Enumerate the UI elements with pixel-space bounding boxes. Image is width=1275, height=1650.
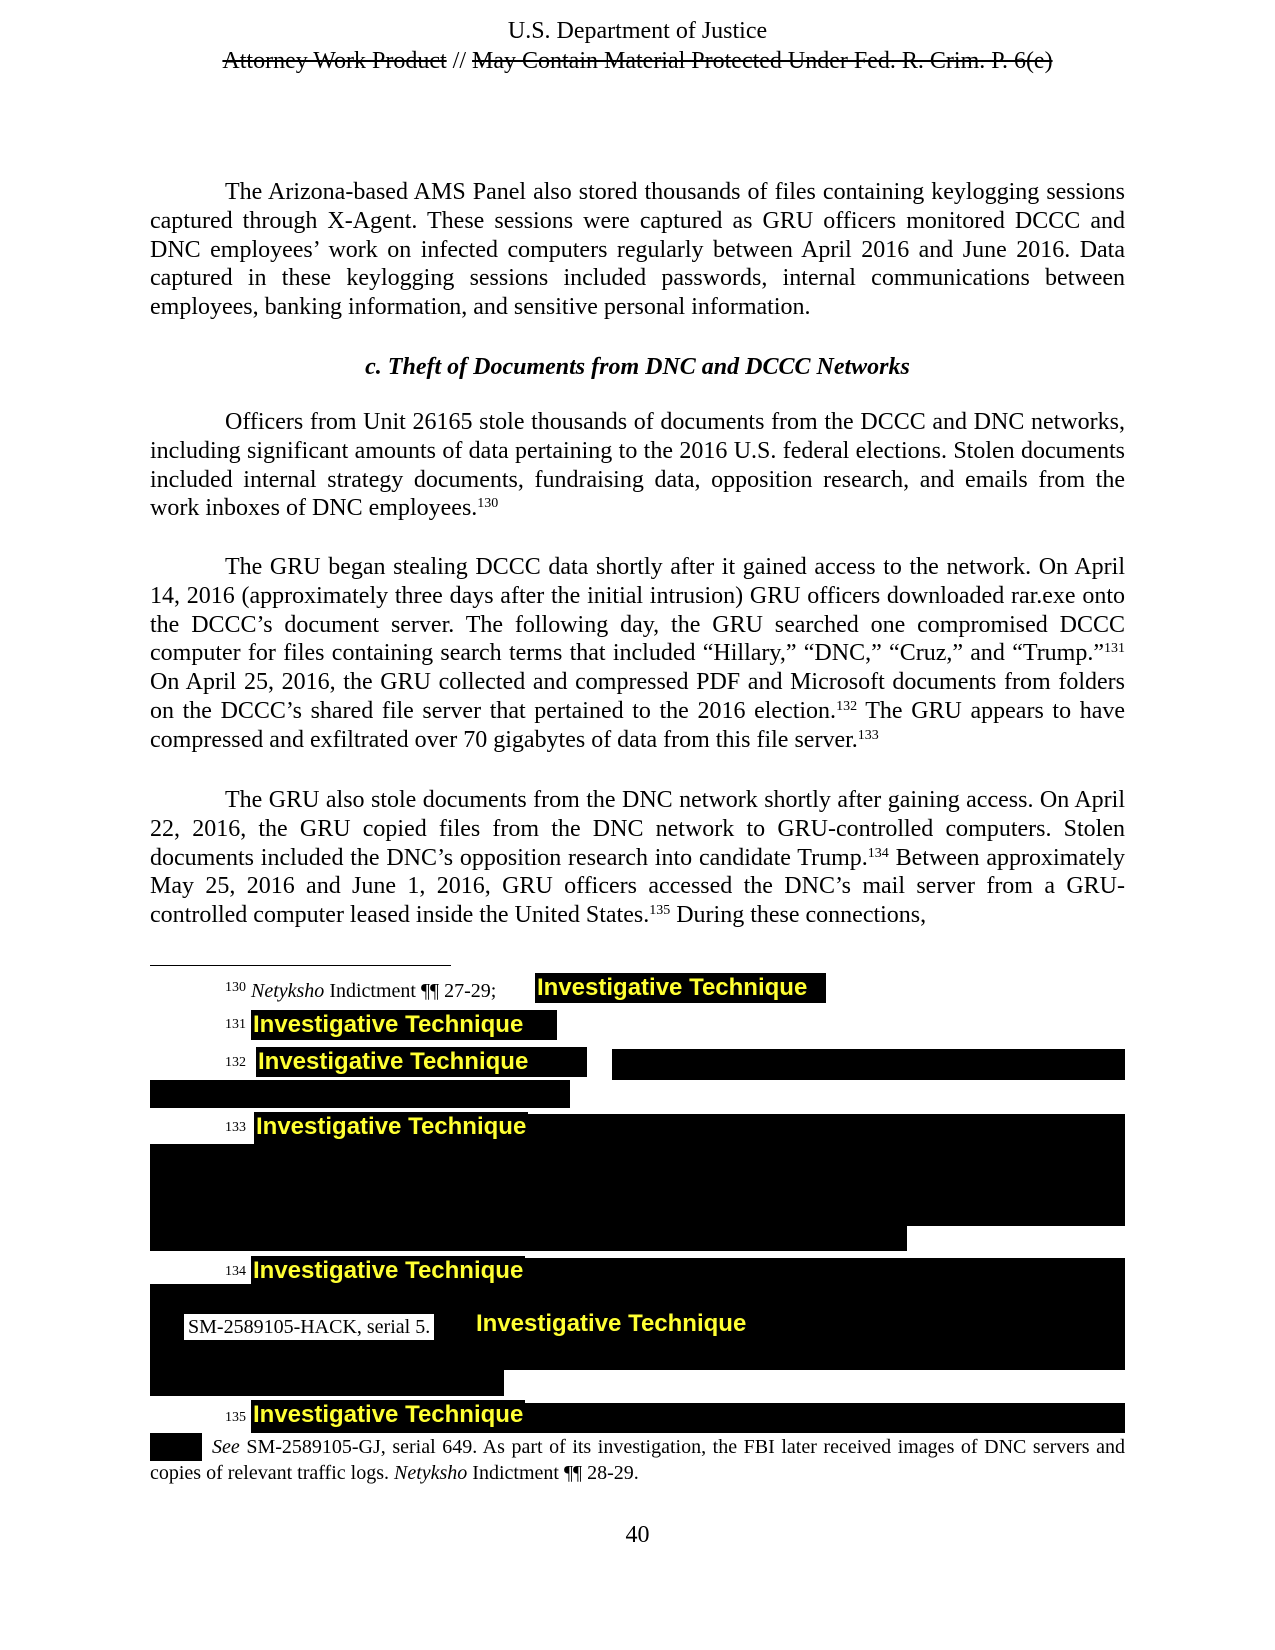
footnote-131 — [225, 1012, 246, 1041]
paragraph-text: The GRU appears to have compressed and exfiltrated over 70 gigabytes of data from this file server. — [150, 697, 1126, 753]
marking-separator: // — [446, 48, 473, 74]
footnote-number: 134 — [225, 1264, 246, 1279]
footnote-134-serial: SM-2589105-HACK, serial 5. — [184, 1314, 434, 1340]
footnote-135-text — [150, 1434, 1125, 1486]
footnote-number: 130 — [225, 980, 246, 995]
footnote-ref-135: 135 — [649, 903, 671, 919]
marking-work-product: Attorney Work Product — [222, 48, 447, 74]
paragraph-text: The GRU also stole documents from the DNC network shortly after gaining access. On April 22, 2016, the GRU copied files from the DNC network to GRU-controlled computers. Stolen documents included the DNC’s opposition research into candidate Trump. — [150, 787, 1125, 871]
redaction-investigative-technique: Investigative Technique — [253, 1257, 524, 1284]
footnote-133 — [225, 1115, 246, 1144]
footnote-ref-131: 131 — [1104, 641, 1125, 657]
classification-marking — [0, 46, 1275, 76]
footnote-text: Indictment ¶¶ 27-29; — [324, 980, 497, 1002]
paragraph-text: Between approximately May 25, 2016 and June 1, 2016, GRU officers accessed the DNC’s mail server from a GRU-controlled computer leased inside the United States. — [150, 844, 1125, 929]
paragraph-dnc-theft — [150, 786, 1125, 930]
case-name: Netyksho — [251, 980, 325, 1002]
paragraph-text: On April 25, 2016, the GRU collected and compressed PDF and Microsoft documents from folders on the DCCC’s shared file server that pertained to the 2016 election. — [150, 669, 1125, 724]
footnote-ref-133: 133 — [857, 727, 879, 743]
redaction-investigative-technique: Investigative Technique — [476, 1310, 747, 1337]
paragraph-dccc-theft — [150, 553, 1125, 755]
footnote-ref-130: 130 — [477, 496, 499, 512]
footnote-130 — [225, 975, 496, 1004]
footnote-ref-134: 134 — [867, 845, 889, 861]
redaction-block — [150, 1080, 570, 1108]
redaction-investigative-technique: Investigative Technique — [256, 1113, 527, 1140]
page-number: 40 — [625, 1522, 650, 1548]
footnote-ref-132: 132 — [836, 698, 858, 714]
paragraph-text: During these connections, — [670, 902, 927, 929]
redaction-block — [150, 1226, 907, 1251]
paragraph-theft-overview — [150, 408, 1125, 523]
paragraph-keylogging — [150, 178, 1125, 322]
redaction-block — [150, 1370, 504, 1396]
section-heading: c. Theft of Documents from DNC and DCCC Networks — [365, 354, 910, 380]
redaction-investigative-technique: Investigative Technique — [535, 973, 826, 1003]
footnote-number: 135 — [225, 1410, 246, 1425]
footnote-separator — [150, 965, 451, 966]
footnote-134 — [225, 1259, 246, 1288]
footnote-text: SM-2589105-GJ, serial 649. As part of its investigation, the FBI later received images of DNC servers and copies of relevant traffic logs. — [150, 1436, 1125, 1484]
paragraph-text: The GRU began stealing DCCC data shortly after it gained access to the network. On April 14, 2016 (approximately three days after the initial intrusion) GRU officers downloaded rar.exe onto the DCCC’s document server. The following day, the GRU searched one compromised DCCC computer for files containing search terms that included “Hillary,” “DNC,” “Cruz,” and “Trump.” — [150, 554, 1125, 667]
document-header — [0, 16, 1275, 76]
redaction-investigative-technique: Investigative Technique — [253, 1401, 524, 1428]
redaction-investigative-technique: Investigative Technique — [256, 1047, 587, 1077]
footnote-number: 133 — [225, 1120, 246, 1135]
footnote-number: 132 — [225, 1055, 246, 1070]
redaction-investigative-technique: Investigative Technique — [251, 1010, 557, 1040]
see-signal: See — [212, 1436, 240, 1458]
paragraph-text: The Arizona-based AMS Panel also stored thousands of files containing keylogging sessions captured through X-Agent. These sessions were captured as GRU officers monitored DCCC and DNC employees’ work on infected computers regularly between April 2016 and June 2016. Data captured in these keylogging sessions included passwords, internal communications between employees, banking information, and sensitive personal information. — [150, 179, 1125, 321]
marking-grand-jury: May Contain Material Protected Under Fed. R. Crim. P. 6(e) — [472, 48, 1053, 74]
footnote-number: 131 — [225, 1017, 246, 1032]
agency-name: U.S. Department of Justice — [507, 18, 768, 44]
footnote-132 — [225, 1050, 246, 1079]
case-name: Netyksho — [393, 1462, 468, 1484]
footnote-text: Indictment ¶¶ 28-29. — [467, 1462, 639, 1484]
redaction-block — [612, 1049, 1125, 1080]
footnote-135 — [225, 1405, 246, 1434]
paragraph-text: Officers from Unit 26165 stole thousands of documents from the DCCC and DNC networks, including significant amounts of data pertaining to the 2016 U.S. federal elections. Stolen documents included internal strategy documents, fundraising data, opposition research, and emails from the work inboxes of DNC employees. — [150, 409, 1125, 522]
